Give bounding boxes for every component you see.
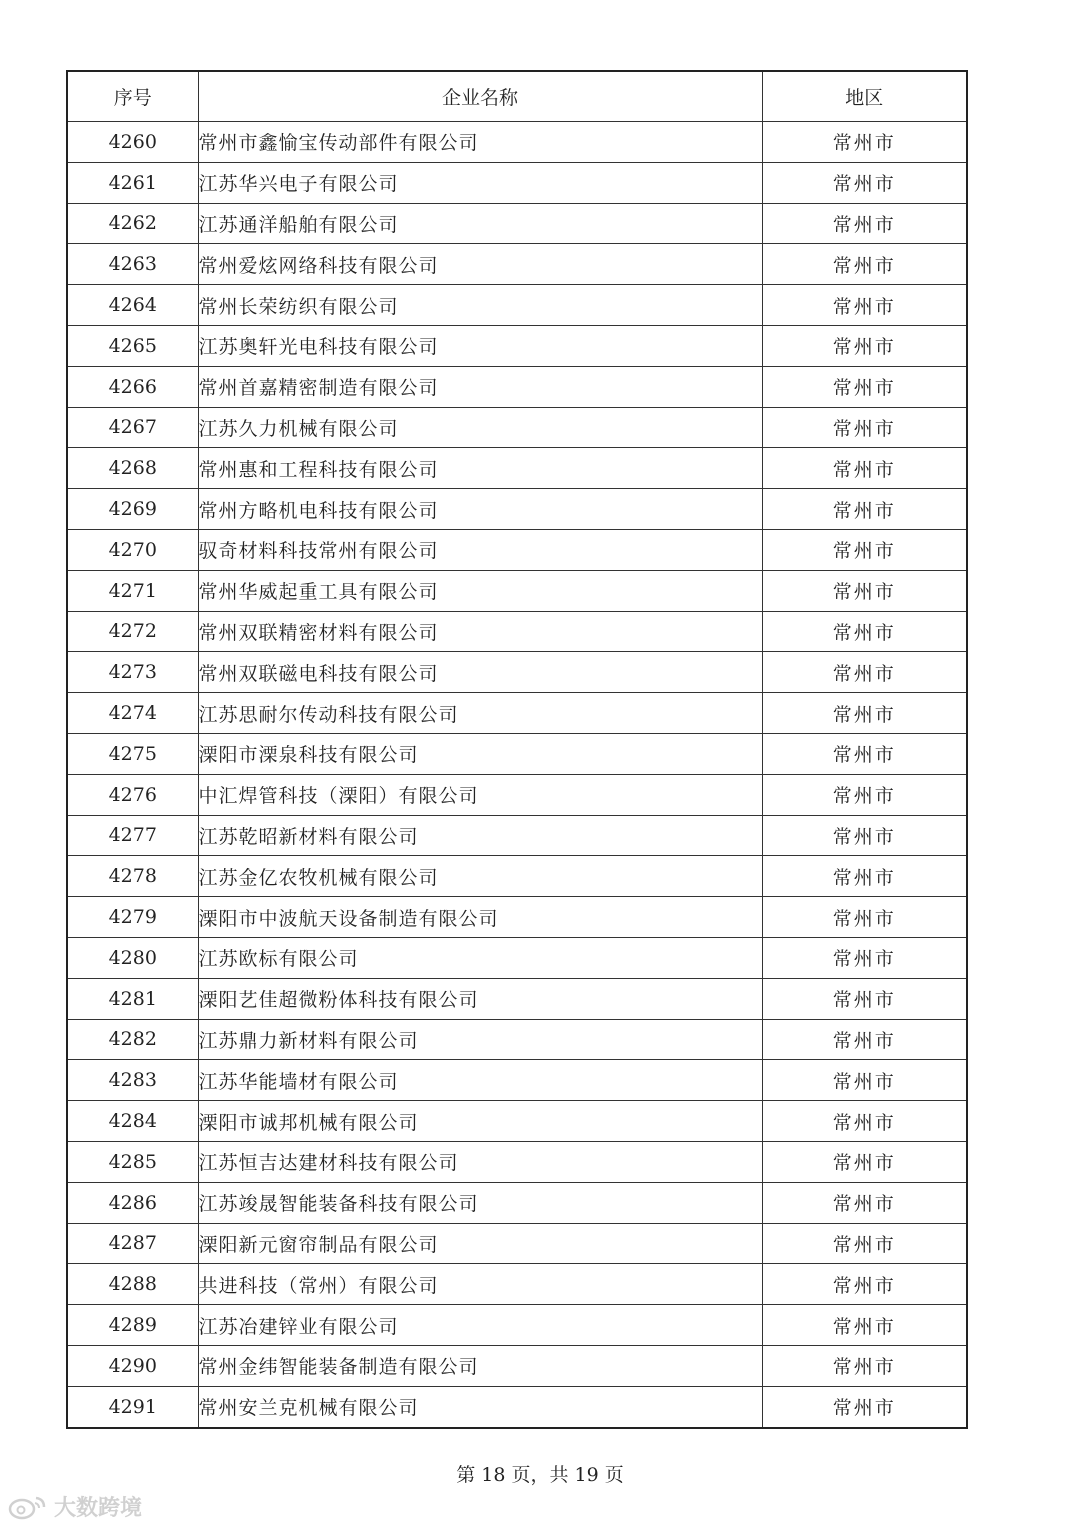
table-row bbox=[67, 815, 967, 856]
header-serial-number: 序号 bbox=[67, 71, 198, 122]
row-company-name: 江苏华能墙材有限公司 bbox=[198, 1060, 762, 1101]
row-company-name: 常州市鑫愉宝传动部件有限公司 bbox=[198, 122, 762, 163]
row-region: 常州市 bbox=[762, 448, 967, 489]
page-number: 第 18 页，共 19 页 bbox=[456, 1464, 624, 1486]
row-serial-number: 4275 bbox=[67, 733, 198, 774]
row-company-name: 江苏金亿农牧机械有限公司 bbox=[198, 856, 762, 897]
row-region: 常州市 bbox=[762, 937, 967, 978]
row-company-name: 常州安兰克机械有限公司 bbox=[198, 1386, 762, 1427]
row-region: 常州市 bbox=[762, 856, 967, 897]
row-serial-number: 4287 bbox=[67, 1223, 198, 1264]
row-serial-number: 4266 bbox=[67, 366, 198, 407]
row-serial-number: 4280 bbox=[67, 937, 198, 978]
table-body bbox=[67, 122, 967, 1428]
row-company-name: 驭奇材料科技常州有限公司 bbox=[198, 529, 762, 570]
row-company-name: 常州华威起重工具有限公司 bbox=[198, 570, 762, 611]
table-row bbox=[67, 1345, 967, 1386]
row-company-name: 溧阳市中波航天设备制造有限公司 bbox=[198, 897, 762, 938]
row-company-name: 江苏欧标有限公司 bbox=[198, 937, 762, 978]
row-serial-number: 4268 bbox=[67, 448, 198, 489]
row-company-name: 常州首嘉精密制造有限公司 bbox=[198, 366, 762, 407]
table-row bbox=[67, 652, 967, 693]
row-company-name: 共进科技（常州）有限公司 bbox=[198, 1264, 762, 1305]
row-company-name: 江苏通洋船舶有限公司 bbox=[198, 203, 762, 244]
table-row bbox=[67, 978, 967, 1019]
row-company-name: 江苏久力机械有限公司 bbox=[198, 407, 762, 448]
row-company-name: 常州金纬智能装备制造有限公司 bbox=[198, 1345, 762, 1386]
row-region: 常州市 bbox=[762, 978, 967, 1019]
row-company-name: 溧阳市诚邦机械有限公司 bbox=[198, 1101, 762, 1142]
row-company-name: 江苏奥轩光电科技有限公司 bbox=[198, 325, 762, 366]
row-company-name: 江苏思耐尔传动科技有限公司 bbox=[198, 693, 762, 734]
row-region: 常州市 bbox=[762, 1019, 967, 1060]
row-company-name: 常州惠和工程科技有限公司 bbox=[198, 448, 762, 489]
row-company-name: 常州爱炫网络科技有限公司 bbox=[198, 244, 762, 285]
row-company-name: 溧阳艺佳超微粉体科技有限公司 bbox=[198, 978, 762, 1019]
row-serial-number: 4271 bbox=[67, 570, 198, 611]
table-row bbox=[67, 122, 967, 163]
table-row bbox=[67, 203, 967, 244]
row-company-name: 江苏乾昭新材料有限公司 bbox=[198, 815, 762, 856]
weibo-like-logo-icon bbox=[8, 1494, 48, 1520]
row-region: 常州市 bbox=[762, 1101, 967, 1142]
row-serial-number: 4261 bbox=[67, 162, 198, 203]
row-region: 常州市 bbox=[762, 897, 967, 938]
table-row bbox=[67, 1305, 967, 1346]
row-serial-number: 4267 bbox=[67, 407, 198, 448]
row-serial-number: 4273 bbox=[67, 652, 198, 693]
row-serial-number: 4282 bbox=[67, 1019, 198, 1060]
row-serial-number: 4272 bbox=[67, 611, 198, 652]
company-list-sheet bbox=[66, 70, 966, 1429]
row-region: 常州市 bbox=[762, 244, 967, 285]
table-row bbox=[67, 1386, 967, 1427]
row-region: 常州市 bbox=[762, 1264, 967, 1305]
table-row bbox=[67, 1141, 967, 1182]
row-region: 常州市 bbox=[762, 366, 967, 407]
row-region: 常州市 bbox=[762, 1060, 967, 1101]
table-row bbox=[67, 1019, 967, 1060]
row-region: 常州市 bbox=[762, 203, 967, 244]
row-region: 常州市 bbox=[762, 1182, 967, 1223]
row-region: 常州市 bbox=[762, 774, 967, 815]
table-row bbox=[67, 774, 967, 815]
row-region: 常州市 bbox=[762, 1223, 967, 1264]
table-row bbox=[67, 407, 967, 448]
row-region: 常州市 bbox=[762, 815, 967, 856]
row-company-name: 江苏华兴电子有限公司 bbox=[198, 162, 762, 203]
table-row bbox=[67, 529, 967, 570]
row-company-name: 常州双联精密材料有限公司 bbox=[198, 611, 762, 652]
row-serial-number: 4260 bbox=[67, 122, 198, 163]
row-region: 常州市 bbox=[762, 285, 967, 326]
row-region: 常州市 bbox=[762, 1345, 967, 1386]
table-row bbox=[67, 489, 967, 530]
table-row bbox=[67, 1101, 967, 1142]
row-serial-number: 4286 bbox=[67, 1182, 198, 1223]
row-region: 常州市 bbox=[762, 733, 967, 774]
row-serial-number: 4278 bbox=[67, 856, 198, 897]
table-row bbox=[67, 448, 967, 489]
row-region: 常州市 bbox=[762, 652, 967, 693]
row-serial-number: 4291 bbox=[67, 1386, 198, 1427]
row-company-name: 溧阳新元窗帘制品有限公司 bbox=[198, 1223, 762, 1264]
row-serial-number: 4262 bbox=[67, 203, 198, 244]
row-serial-number: 4270 bbox=[67, 529, 198, 570]
header-company-name: 企业名称 bbox=[198, 71, 762, 122]
row-region: 常州市 bbox=[762, 407, 967, 448]
row-company-name: 常州方略机电科技有限公司 bbox=[198, 489, 762, 530]
row-company-name: 常州双联磁电科技有限公司 bbox=[198, 652, 762, 693]
row-company-name: 中汇焊管科技（溧阳）有限公司 bbox=[198, 774, 762, 815]
row-company-name: 常州长荣纺织有限公司 bbox=[198, 285, 762, 326]
row-company-name: 江苏竣晟智能装备科技有限公司 bbox=[198, 1182, 762, 1223]
table-row bbox=[67, 733, 967, 774]
row-region: 常州市 bbox=[762, 1386, 967, 1427]
row-region: 常州市 bbox=[762, 570, 967, 611]
table-header-row bbox=[67, 71, 967, 122]
row-region: 常州市 bbox=[762, 325, 967, 366]
table-row bbox=[67, 162, 967, 203]
row-serial-number: 4264 bbox=[67, 285, 198, 326]
row-serial-number: 4269 bbox=[67, 489, 198, 530]
row-region: 常州市 bbox=[762, 1141, 967, 1182]
table-row bbox=[67, 856, 967, 897]
row-region: 常州市 bbox=[762, 122, 967, 163]
table-row bbox=[67, 937, 967, 978]
row-serial-number: 4285 bbox=[67, 1141, 198, 1182]
row-serial-number: 4274 bbox=[67, 693, 198, 734]
row-region: 常州市 bbox=[762, 611, 967, 652]
row-company-name: 溧阳市溧泉科技有限公司 bbox=[198, 733, 762, 774]
row-serial-number: 4277 bbox=[67, 815, 198, 856]
row-serial-number: 4289 bbox=[67, 1305, 198, 1346]
row-region: 常州市 bbox=[762, 1305, 967, 1346]
row-serial-number: 4281 bbox=[67, 978, 198, 1019]
table-row bbox=[67, 285, 967, 326]
table-row bbox=[67, 1223, 967, 1264]
row-company-name: 江苏冶建锌业有限公司 bbox=[198, 1305, 762, 1346]
table-row bbox=[67, 570, 967, 611]
table-row bbox=[67, 244, 967, 285]
row-serial-number: 4283 bbox=[67, 1060, 198, 1101]
row-company-name: 江苏鼎力新材料有限公司 bbox=[198, 1019, 762, 1060]
watermark bbox=[8, 1491, 142, 1522]
row-serial-number: 4265 bbox=[67, 325, 198, 366]
company-table bbox=[66, 70, 968, 1429]
table-row bbox=[67, 325, 967, 366]
table-row bbox=[67, 1264, 967, 1305]
row-serial-number: 4290 bbox=[67, 1345, 198, 1386]
row-serial-number: 4279 bbox=[67, 897, 198, 938]
row-serial-number: 4276 bbox=[67, 774, 198, 815]
table-row bbox=[67, 897, 967, 938]
table-row bbox=[67, 693, 967, 734]
row-region: 常州市 bbox=[762, 489, 967, 530]
row-serial-number: 4263 bbox=[67, 244, 198, 285]
table-row bbox=[67, 1182, 967, 1223]
row-region: 常州市 bbox=[762, 693, 967, 734]
row-region: 常州市 bbox=[762, 162, 967, 203]
row-company-name: 江苏恒吉达建材科技有限公司 bbox=[198, 1141, 762, 1182]
watermark-text: 大数跨境 bbox=[54, 1496, 143, 1521]
row-serial-number: 4284 bbox=[67, 1101, 198, 1142]
table-row bbox=[67, 366, 967, 407]
table-row bbox=[67, 1060, 967, 1101]
header-region: 地区 bbox=[762, 71, 967, 122]
row-region: 常州市 bbox=[762, 529, 967, 570]
table-row bbox=[67, 611, 967, 652]
row-serial-number: 4288 bbox=[67, 1264, 198, 1305]
